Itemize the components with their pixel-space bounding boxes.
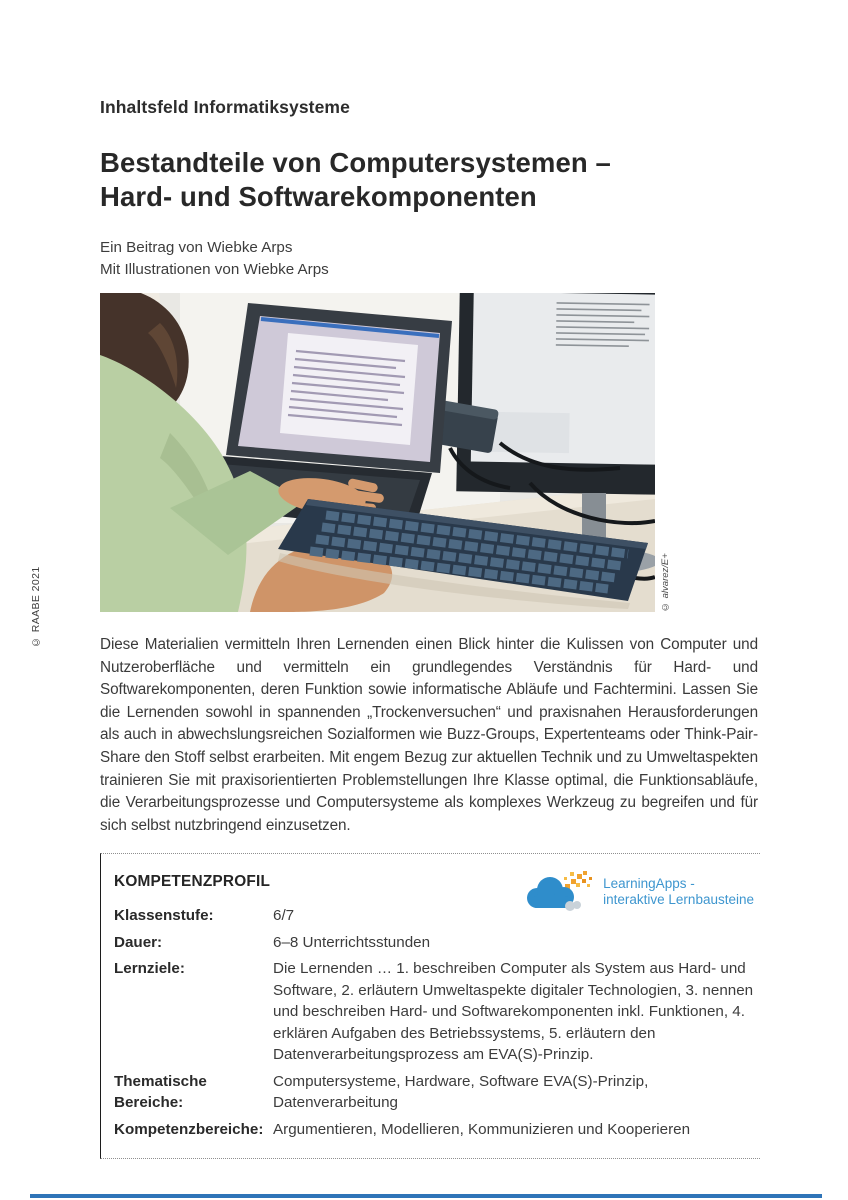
profile-value: Argumentieren, Modellieren, Kommunizieren und Kooperieren: [273, 1120, 691, 1138]
logo-text-line1: LearningApps -: [603, 876, 695, 892]
photo-illustration: [100, 293, 655, 612]
profile-row-dauer: [114, 932, 760, 954]
learningapps-logo-text: [603, 876, 754, 908]
byline: [100, 237, 760, 281]
article-photo: [100, 293, 671, 612]
learningapps-logo: [523, 871, 754, 913]
profile-row-kompetenzbereiche: [114, 1119, 760, 1141]
footer-accent-bar: [30, 1194, 822, 1198]
photo-credit: © alvarez/E+: [660, 553, 671, 612]
profile-value: 6–8 Unterrichtsstunden: [273, 933, 431, 951]
profile-value: Die Lernenden … 1. beschreiben Computer als System aus Hard- und Software, 2. erläutern Umweltaspekte digitaler Technologien, 3. nennen und beschreiben Hard- und Softwarekomponenten inkl. Funktionen, 4. erklären Aufgaben des Betriebssystems, 5. erläutern den Datenverarbeitungsprozess am EVA(S)-Prinzip.: [273, 960, 754, 1064]
profile-row-thematische-bereiche: [114, 1071, 760, 1114]
page-title: [100, 146, 760, 214]
profile-label: Klassenstufe:: [114, 907, 214, 925]
profile-label: Dauer:: [114, 933, 163, 951]
page-content: [100, 0, 760, 1159]
learningapps-cloud-icon: [523, 871, 597, 913]
byline-illustrator: Mit Illustrationen von Wiebke Arps: [100, 261, 329, 278]
profile-value: Computersysteme, Hardware, Software EVA(S)-Prinzip, Datenverarbeitung: [273, 1072, 649, 1112]
profile-value: 6/7: [273, 907, 295, 925]
profile-label: Kompetenzbereiche:: [114, 1120, 264, 1138]
profile-label: Lernziele:: [114, 960, 185, 978]
intro-paragraph: Diese Materialien vermitteln Ihren Lernenden einen Blick hinter die Kulissen von Computer und Nutzeroberfläche und vermitteln ein grundlegendes Verständnis für Hard- und Softwarekomponenten, deren Funktion sowie informatische Abläufe und Fachtermini. Lassen Sie die Lernenden sowohl in spannenden „Trockenversuchen“ und praxisnahen Herausforderungen als auch in abwechslungsreichen Sozialformen wie Buzz-Groups, Expertenteams oder Think-Pair-Share den Stoff selbst erarbeiten. Mit engem Bezug zur aktuellen Technik und zu Umweltaspekten trainieren Sie mit praxisorientierten Problemstellungen Ihre Klasse optimal, die Funktionsabläufe, die Verarbeitungsprozesse und Computersysteme als komplexes Werkzeug zu begreifen und für sich selbst nutzbringend einzusetzen.: [100, 636, 758, 834]
kompetenzprofil-heading: KOMPETENZPROFIL: [114, 873, 271, 891]
profile-row-lernziele: [114, 958, 760, 1066]
title-line-2: Hard- und Softwarekomponenten: [100, 181, 537, 212]
profile-label: Thematische Bereiche:: [114, 1072, 207, 1112]
kompetenzprofil-box: [100, 853, 760, 1159]
title-line-1: Bestandteile von Computersystemen –: [100, 147, 611, 178]
raabe-copyright-vertical: © RAABE 2021: [30, 566, 42, 648]
monitor: [456, 293, 655, 495]
byline-author: Ein Beitrag von Wiebke Arps: [100, 239, 293, 256]
logo-text-line2: interaktive Lernbausteine: [603, 892, 754, 908]
content-field-label: Inhaltsfeld Informatiksysteme: [100, 97, 350, 117]
